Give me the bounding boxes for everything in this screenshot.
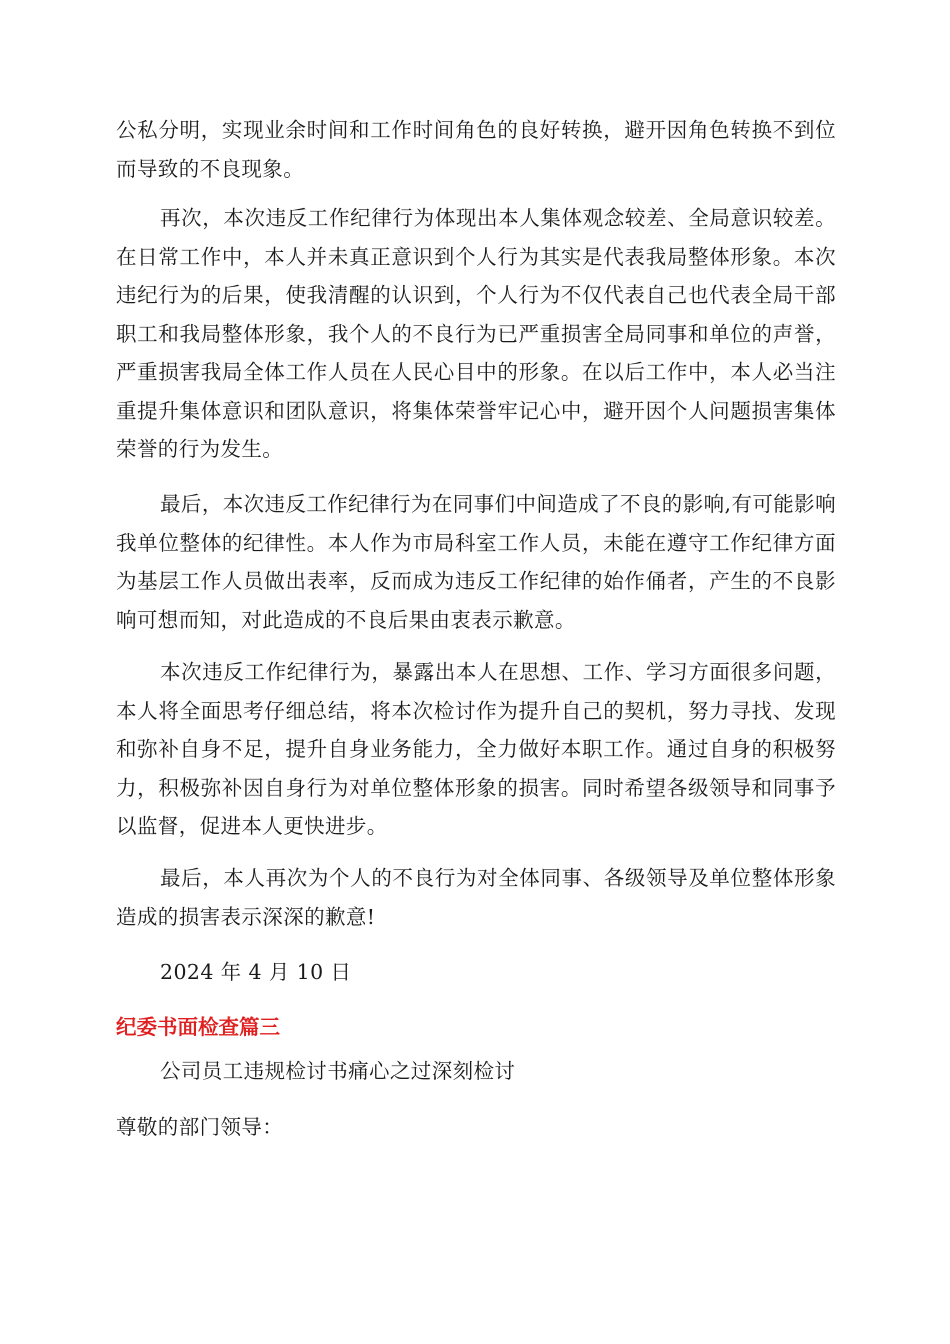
document-date: 2024 年 4 月 10 日 [160,960,352,984]
paragraph-continuation: 公私分明，实现业余时间和工作时间角色的良好转换，避开因角色转换不到位而导致的不良现象。 [116,118,836,181]
paragraph-collective-awareness: 再次，本次违反工作纪律行为体现出本人集体观念较差、全局意识较差。在日常工作中，本人并未真正意识到个人行为其实是代表我局整体形象。本次违纪行为的后果，使我清醒的认识到，个人行为不仅代表自己也代表全局干部职工和我局整体形象，我个人的不良行为已严重损害全局同事和单位的声誉，严重损害我局全体工作人员在人民心目中的形象。在以后工作中，本人必当注重提升集体意识和团队意识，将集体荣誉牢记心中，避开因个人问题损害集体荣誉的行为发生。 [116,206,836,461]
section-heading: 纪委书面检查篇三 [116,1015,280,1039]
paragraph-negative-influence: 最后，本次违反工作纪律行为在同事们中间造成了不良的影响,有可能影响我单位整体的纪律性。本人作为市局科室工作人员，未能在遵守工作纪律方面为基层工作人员做出表率，反而成为违反工作纪律的始作俑者，产生的不良影响可想而知，对此造成的不良后果由衷表示歉意。 [116,492,836,632]
paragraph-self-reflection: 本次违反工作纪律行为，暴露出本人在思想、工作、学习方面很多问题，本人将全面思考仔细总结，将本次检讨作为提升自己的契机，努力寻找、发现和弥补自身不足，提升自身业务能力，全力做好本职工作。通过自身的积极努力，积极弥补因自身行为对单位整体形象的损害。同时希望各级领导和同事予以监督，促进本人更快进步。 [116,660,836,838]
document-subtitle: 公司员工违规检讨书痛心之过深刻检讨 [160,1059,516,1083]
salutation: 尊敬的部门领导： [116,1115,284,1139]
paragraph-apology: 最后，本人再次为个人的不良行为对全体同事、各级领导及单位整体形象造成的损害表示深深的歉意! [116,866,836,929]
